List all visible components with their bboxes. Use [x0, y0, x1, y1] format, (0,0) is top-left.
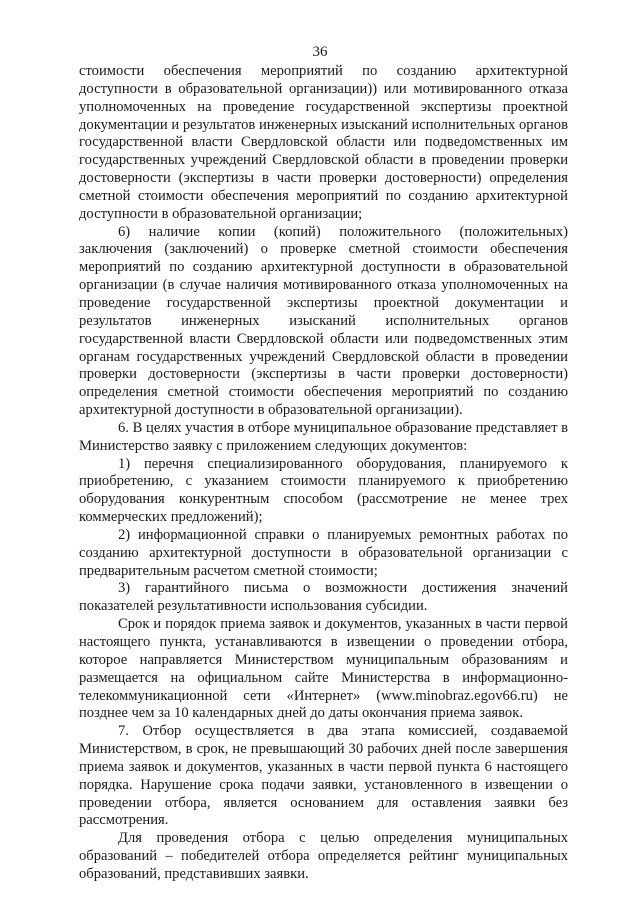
paragraph-rating: Для проведения отбора с целью определения муниципальных образований – победителей отбора определяется рейтинг муниципальных образований, представивших заявки. [79, 830, 568, 882]
page-number: 36 [312, 44, 328, 60]
document-body [79, 63, 568, 884]
paragraph-point-6: 6. В целях участия в отборе муниципальное образование представляет в Министерство заявку с приложением следующих документов: [79, 419, 568, 454]
paragraph-item-2-reference: 2) информационной справки о планируемых ремонтных работах по созданию архитектурной доступности в образовательной организации с предварительным расчетом сметной стоимости; [79, 526, 568, 579]
paragraph-continuation: стоимости обеспечения мероприятий по созданию архитектурной доступности в образовательной организации)) или мотивированного отказа уполномоченных на проведение государственной экспертизы проектной документации и результатов инженерных изысканий исполнительных органов государственной власти Свердловской области или подведомственных им государственных учреждений Свердловской области в проведении проверки достоверности (экспертизы в части проверки достоверности) определения сметной стоимости обеспечения мероприятий по созданию архитектурной доступности в образовательной организации; [79, 63, 568, 222]
paragraph-item-3-guarantee: 3) гарантийного письма о возможности достижения значений показателей результативности использования субсидии. [79, 580, 568, 615]
paragraph-deadline-procedure: Срок и порядок приема заявок и документов, указанных в части первой настоящего пункта, устанавливаются в извещении о проведении отбора, которое направляется Министерством муниципальным образованиям и размещается на официальном сайте Министерства в информационно-телекоммуникационной сети «Интернет» (www.minobraz.egov66.ru) не позднее чем за 10 календарных дней до даты окончания приема заявок. [79, 616, 568, 722]
paragraph-item-6-copies: 6) наличие копии (копий) положительного (положительных) заключения (заключений) о проверке сметной стоимости обеспечения мероприятий по созданию архитектурной доступности в образовательной организации (в случае наличия мотивированного отказа уполномоченных на проведение государственной экспертизы проектной документации и результатов инженерных изысканий исполнительных органов государственной власти Свердловской области или подведомственных этим органам государственных учреждений Свердловской области в проведении проверки достоверности (экспертизы в части проверки достоверности) определения сметной стоимости обеспечения мероприятий по созданию архитектурной доступности в образовательной организации). [79, 223, 568, 419]
paragraph-point-7: 7. Отбор осуществляется в два этапа комиссией, создаваемой Министерством, в срок, не превышающий 30 рабочих дней после завершения приема заявок и документов, указанных в части первой пункта 6 настоящего порядка. Нарушение срока подачи заявки, установленного в извещении о проведении отбора, является основанием для оставления заявки без рассмотрения. [79, 723, 568, 829]
paragraph-item-1-equipment: 1) перечня специализированного оборудования, планируемого к приобретению, с указанием стоимости планируемого к приобретению оборудования конкурентным способом (рассмотрение не менее трех коммерческих предложений); [79, 455, 568, 526]
